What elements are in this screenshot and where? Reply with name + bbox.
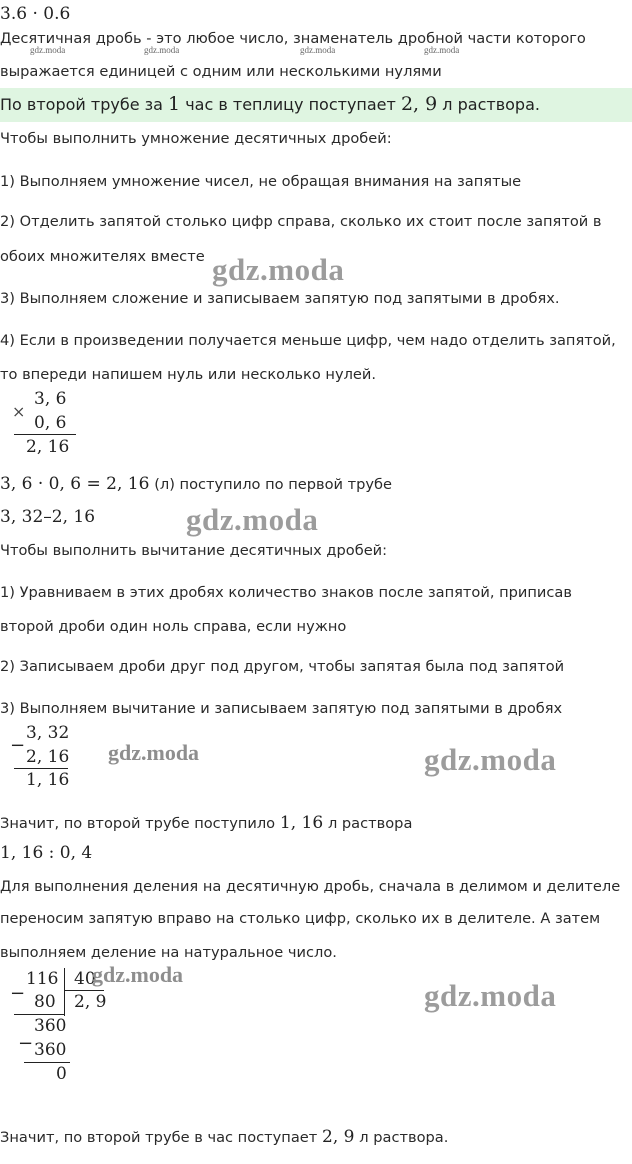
mult-rule-4a: 4) Если в произведении получается меньше цифр, чем надо отделить запятой, (0, 332, 616, 349)
minus-sign: − (10, 735, 26, 756)
sub-result-line: Значит, по второй трубе поступило 1, 16 л раствора (0, 813, 413, 833)
multiply-sign: × (12, 402, 26, 421)
sub-rule-3: 3) Выполняем вычитание и записываем запятую под запятыми в дробях (0, 700, 563, 717)
mult-factor-a: 3, 6 (34, 389, 67, 409)
mult-result-line: 3, 6 · 0, 6 = 2, 16 (л) поступило по первой трубе (0, 474, 393, 494)
definition-line-2: выражается единицей с одним или несколькими нулями (0, 63, 442, 80)
div-subtract-2: 360 (34, 1040, 67, 1060)
sub-expression: 3, 32–2, 16 (0, 507, 96, 527)
div-rule-3: выполняем деление на натуральное число. (0, 944, 337, 961)
div-rule-1: Для выполнения деления на десятичную дробь, сначала в делимом и делителе (0, 878, 621, 895)
div-quotient-line (64, 990, 104, 991)
sub-underline (14, 768, 68, 769)
mult-rule-2a: 2) Отделить запятой столько цифр справа, сколько их стоит после запятой в (0, 213, 602, 230)
watermark-small-2: gdz.moda (144, 45, 180, 55)
mult-rule-2b: обоих множителях вместе (0, 248, 205, 265)
watermark-mid-1: gdz.moda (108, 740, 200, 765)
div-minus-1: − (10, 983, 26, 1004)
sub-subtrahend: 2, 16 (26, 747, 70, 767)
watermark-small-3: gdz.moda (300, 45, 336, 55)
div-subtract-1: 80 (34, 992, 56, 1012)
div-expression: 1, 16 : 0, 4 (0, 843, 93, 863)
sub-rule-1b: второй дроби один ноль справа, если нужно (0, 618, 347, 635)
div-divisor: 40 (74, 969, 96, 989)
sub-rule-1a: 1) Уравниваем в этих дробях количество знаков после запятой, приписав (0, 584, 572, 601)
div-minus-2: − (18, 1033, 34, 1054)
sub-minuend: 3, 32 (26, 723, 70, 743)
sub-rule-2: 2) Записываем дроби друг под другом, чтобы запятая была под запятой (0, 658, 565, 675)
mult-underline (14, 434, 76, 435)
sub-intro: Чтобы выполнить вычитание десятичных дробей: (0, 542, 388, 559)
condition-text: По второй трубе за 1 час в теплицу поступает 2, 9 л раствора. (0, 93, 540, 115)
watermark-mid-2: gdz.moda (92, 962, 184, 987)
div-rule-2: переносим запятую вправо на столько цифр, сколько их в делителе. А затем (0, 910, 601, 927)
div-remainder-1: 360 (34, 1016, 67, 1036)
mult-rule-4b: то впереди напишем нуль или несколько нулей. (0, 366, 377, 383)
mult-intro: Чтобы выполнить умножение десятичных дробей: (0, 130, 392, 147)
mult-product: 2, 16 (26, 437, 70, 457)
mult-rule-3: 3) Выполняем сложение и записываем запятую под запятыми в дробях. (0, 290, 560, 307)
watermark-small-1: gdz.moda (30, 45, 66, 55)
watermark-big-2: gdz.moda (186, 502, 319, 537)
watermark-big-4: gdz.moda (424, 978, 557, 1013)
mult-rule-1: 1) Выполняем умножение чисел, не обращая внимания на запятые (0, 173, 522, 190)
div-quotient: 2, 9 (74, 992, 107, 1012)
div-dividend: 116 (26, 969, 59, 989)
div-underline-1 (14, 1014, 64, 1015)
sub-difference: 1, 16 (26, 770, 70, 790)
watermark-small-4: gdz.moda (424, 45, 460, 55)
header-expression: 3.6 · 0.6 (0, 4, 71, 24)
div-vertical-bar (64, 968, 65, 1016)
mult-factor-b: 0, 6 (34, 413, 67, 433)
div-remainder-2: 0 (56, 1064, 67, 1084)
watermark-big-3: gdz.moda (424, 742, 557, 777)
final-result-line: Значит, по второй трубе в час поступает 2, 9 л раствора. (0, 1127, 449, 1147)
watermark-big-1: gdz.moda (212, 252, 345, 287)
definition-line-1: Десятичная дробь - это любое число, знаменатель дробной части которого (0, 30, 586, 47)
div-underline-2 (24, 1062, 70, 1063)
